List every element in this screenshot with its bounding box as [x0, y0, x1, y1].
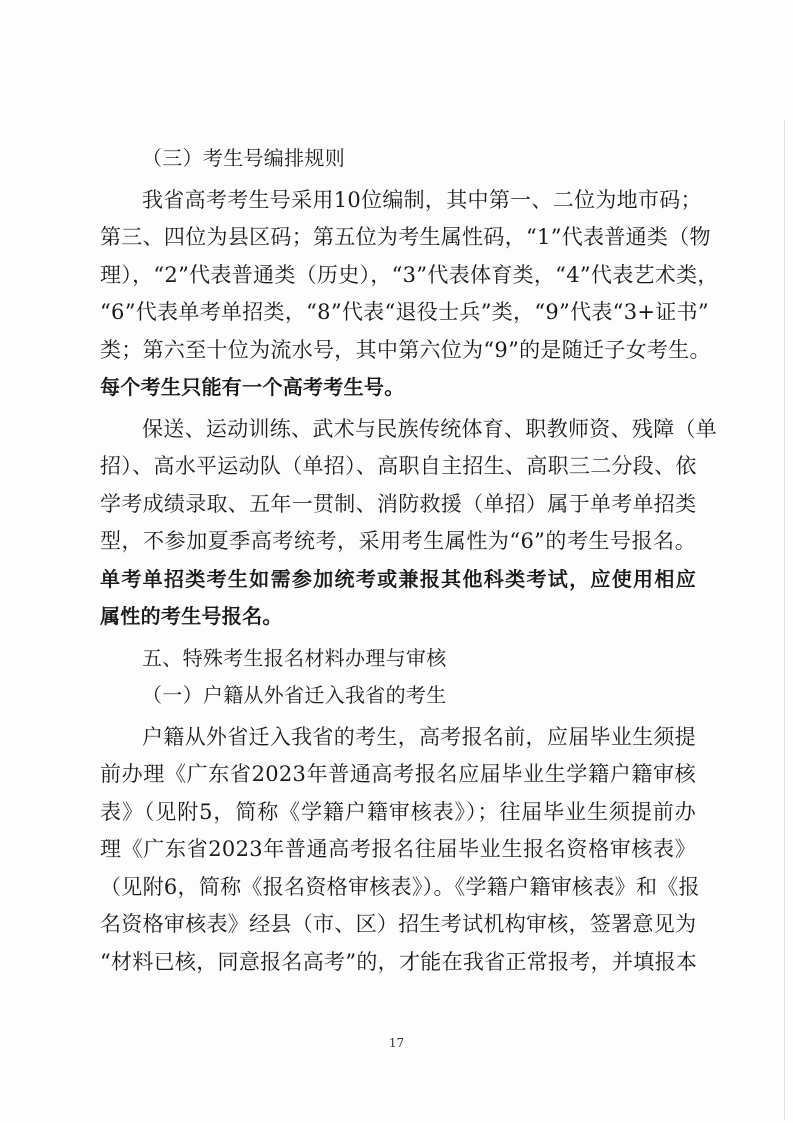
scan-edge-line	[784, 120, 785, 1120]
bold-text-line: 单考单招类考生如需参加统考或兼报其他科类考试，应使用相应	[100, 566, 696, 591]
text-line: 招）、高水平运动队（单招）、高职自主招生、高职三二分段、依	[100, 454, 697, 478]
subheading-candidate-number-rules: （三）考生号编排规则	[142, 146, 345, 170]
text-line: 前办理《广东省2023年普通高考报名应届毕业生学籍户籍审核	[100, 762, 696, 786]
text-line: 理），“2”代表普通类（历史），“3”代表体育类，“4”代表艺术类，	[100, 262, 719, 287]
text-line: 户籍从外省迁入我省的考生，高考报名前，应届毕业生须提	[142, 724, 696, 749]
text-line: 类；第六至十位为流水号，其中第六位为“9”的是随迁子女考生。	[100, 337, 711, 362]
section-heading-special-candidates: 五、特殊考生报名材料办理与审核	[142, 645, 447, 670]
text-line: 理《广东省2023年普通高考报名往届毕业生报名资格审核表》	[100, 837, 696, 861]
text-line: 我省高考考生号采用10位编制，其中第一、二位为地市码；	[142, 187, 702, 212]
bold-text-line: 属性的考生号报名。	[100, 604, 283, 628]
text-line: 保送、运动训练、武术与民族传统体育、职教师资、残障（单	[142, 416, 718, 441]
text-line: 学考成绩录取、五年一贯制、消防救援（单招）属于单考单招类	[100, 491, 697, 516]
text-line: 表》（见附5，简称《学籍户籍审核表》）；往届毕业生须提前办	[100, 799, 696, 824]
text-line: “6”代表单考单招类，“8”代表“退役士兵”类，“9”代表“3+证书”	[100, 300, 709, 324]
text-line: 名资格审核表》经县（市、区）招生考试机构审核，签署意见为	[100, 912, 697, 936]
subheading-transferred-household: （一）户籍从外省迁入我省的考生	[142, 683, 447, 707]
text-line: “材料已核，同意报名高考”的，才能在我省正常报考，并填报本	[100, 949, 698, 974]
text-line: 型，不参加夏季高考统考，采用考生属性为“6”的考生号报名。	[100, 529, 696, 553]
bold-text-line: 每个考生只能有一个高考考生号。	[100, 375, 405, 399]
document-body	[100, 140, 719, 981]
text-line: （见附6，简称《报名资格审核表》）。《学籍户籍审核表》和《报	[100, 874, 700, 899]
page-number: 17	[388, 1036, 405, 1050]
text-line: 第三、四位为县区码；第五位为考生属性码，“1”代表普通类（物	[100, 225, 711, 249]
